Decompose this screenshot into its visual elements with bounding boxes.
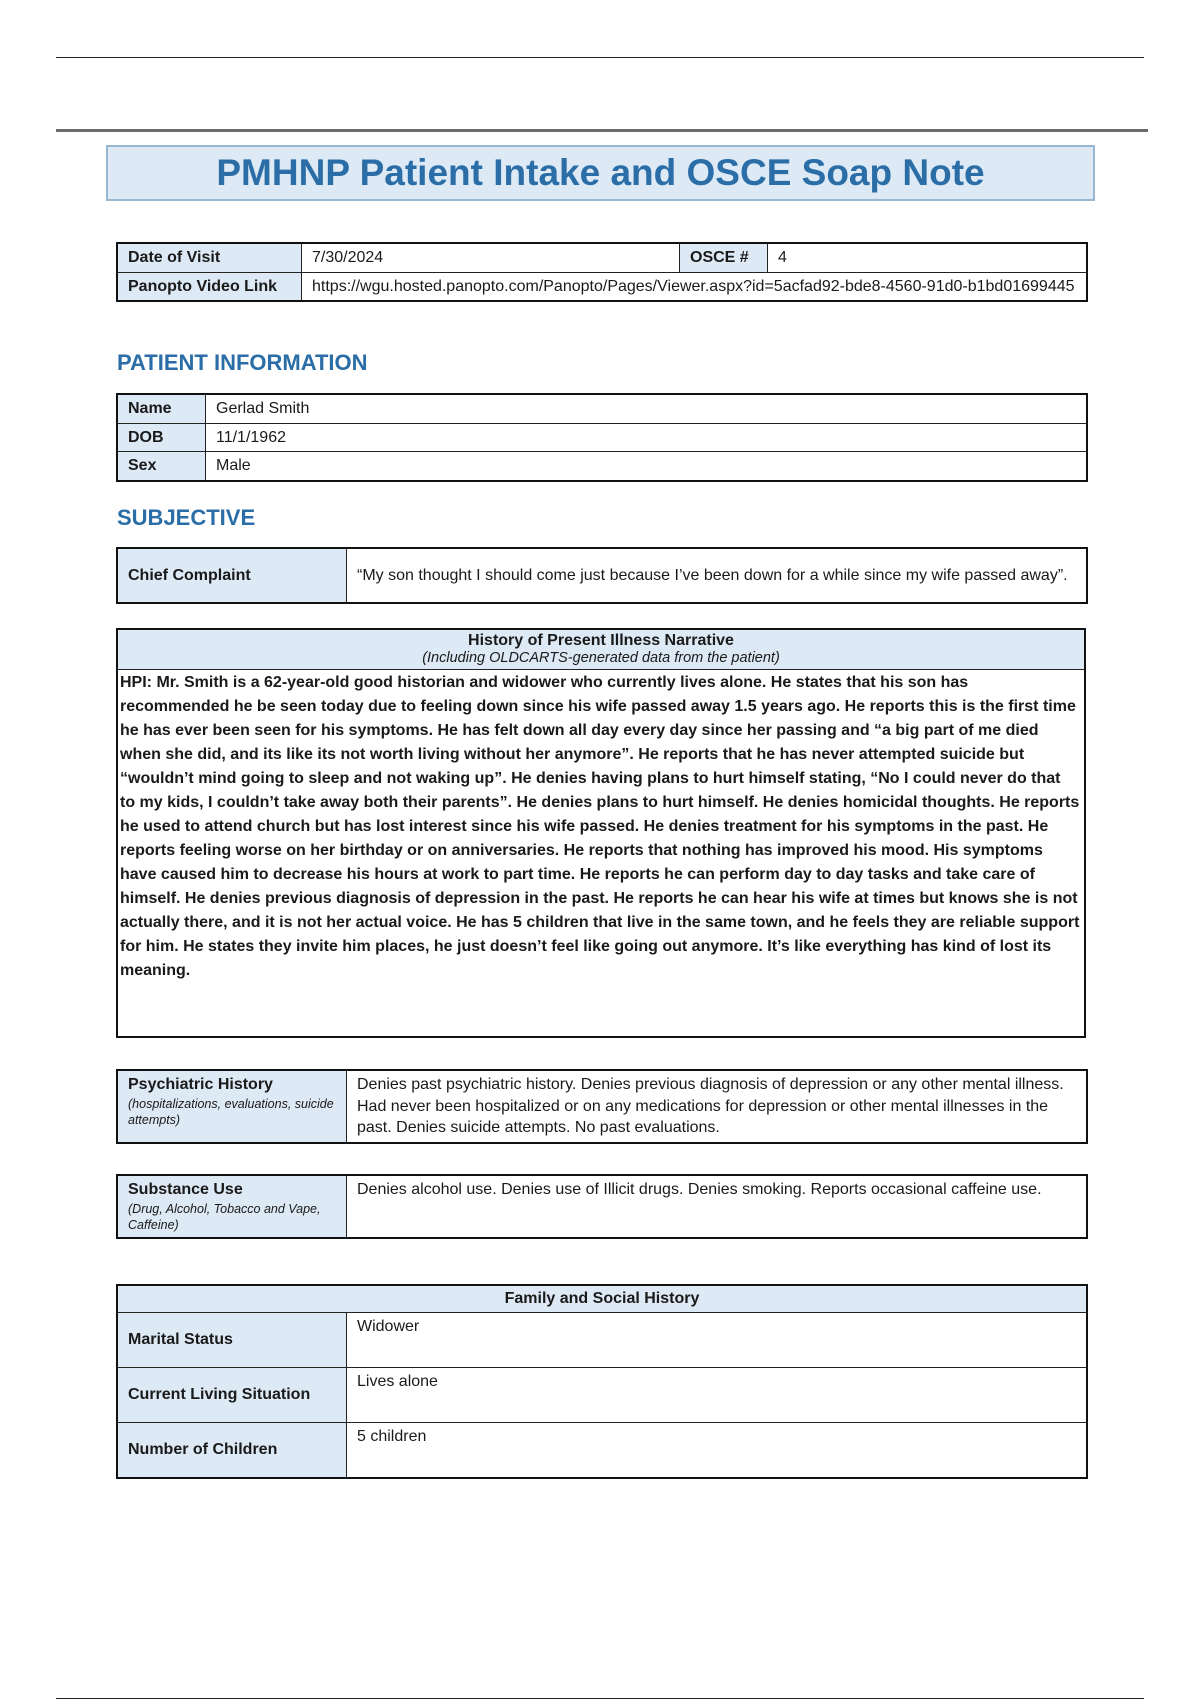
hpi-header — [118, 630, 1084, 670]
psychiatric-history-sublabel: (hospitalizations, evaluations, suicide attempts) — [128, 1096, 334, 1128]
chief-complaint-table — [117, 548, 1087, 603]
substance-use-label — [118, 1176, 347, 1238]
visit-info-table — [117, 243, 1087, 301]
document-title: PMHNP Patient Intake and OSCE Soap Note — [106, 145, 1095, 201]
family-social-history-title: Family and Social History — [118, 1286, 1087, 1313]
patient-information-heading: PATIENT INFORMATION — [117, 350, 368, 375]
date-of-visit-label: Date of Visit — [118, 244, 302, 273]
hpi-title: History of Present Illness Narrative — [468, 632, 734, 649]
substance-use-value: Denies alcohol use. Denies use of Illicit drugs. Denies smoking. Reports occasional caffeine use. — [347, 1176, 1087, 1238]
name-value: Gerlad Smith — [206, 395, 1087, 424]
osce-number-label: OSCE # — [680, 244, 768, 273]
substance-use-sublabel: (Drug, Alcohol, Tobacco and Vape, Caffeine) — [128, 1201, 321, 1233]
psychiatric-history-label — [118, 1071, 347, 1143]
patient-information-table — [117, 394, 1087, 481]
psychiatric-history-title: Psychiatric History — [128, 1076, 273, 1093]
marital-status-label: Marital Status — [118, 1312, 347, 1367]
psychiatric-history-table — [117, 1070, 1087, 1143]
table-row — [118, 1367, 1087, 1422]
dob-label: DOB — [118, 423, 206, 452]
osce-number-value: 4 — [768, 244, 1087, 273]
number-of-children-label: Number of Children — [118, 1422, 347, 1477]
substance-use-title: Substance Use — [128, 1181, 243, 1198]
date-of-visit-value: 7/30/2024 — [302, 244, 680, 273]
number-of-children-value: 5 children — [347, 1422, 1087, 1477]
hpi-narrative: HPI: Mr. Smith is a 62-year-old good historian and widower who currently lives alone. He states that his son has recommended he be seen today due to feeling down since his wife passed away 1.5 years ago. He reports this is the first time he has ever been seen for his symptoms. He has felt down all day every day since her passing and “a big part of me died when she did, and its like its not worth living without her anymore”. He reports that he has never attempted suicide but “wouldn’t mind going to sleep and not waking up”. He denies having plans to hurt himself stating, “No I could never do that to my kids, I couldn’t take away both their parents”. He denies plans to hurt himself. He denies homicidal thoughts. He reports he used to attend church but has lost interest since his wife passed. He denies treatment for his symptoms in the past. He reports feeling worse on her birthday or on anniversaries. He reports that nothing has improved his mood. His symptoms have caused him to decrease his hours at work to part time. He reports he can perform day to day tasks and take care of himself. He denies previous diagnosis of depression in the past. He reports he can hear his wife at times but knows she is not actually there, and it is not her actual voice. He has 5 children that live in the same town, and he feels they are reliable support for him. He states they invite him places, he just doesn’t feel like going out anymore. It’s like everything has kind of lost its meaning. — [120, 674, 1080, 979]
name-label: Name — [118, 395, 206, 424]
subjective-heading: SUBJECTIVE — [117, 505, 256, 530]
marital-status-value: Widower — [347, 1312, 1087, 1367]
substance-use-table — [117, 1175, 1087, 1238]
hpi-section — [116, 628, 1086, 1038]
panopto-video-link-label: Panopto Video Link — [118, 272, 302, 301]
family-social-history-table — [117, 1285, 1087, 1478]
table-row — [118, 1422, 1087, 1477]
table-row — [118, 1312, 1087, 1367]
chief-complaint-value: “My son thought I should come just because I’ve been down for a while since my wife passed away”. — [347, 549, 1087, 603]
header-rule — [56, 129, 1148, 132]
bottom-rule — [56, 1698, 1144, 1699]
hpi-subtitle: (Including OLDCARTS-generated data from the patient) — [422, 650, 780, 666]
sex-label: Sex — [118, 452, 206, 481]
living-situation-label: Current Living Situation — [118, 1367, 347, 1422]
sex-value: Male — [206, 452, 1087, 481]
living-situation-value: Lives alone — [347, 1367, 1087, 1422]
psychiatric-history-value: Denies past psychiatric history. Denies previous diagnosis of depression or any other mental illness. Had never been hospitalized or on any medications for depression or other mental illnesses in the past. Denies suicide attempts. No past evaluations. — [347, 1071, 1087, 1143]
chief-complaint-label: Chief Complaint — [118, 549, 347, 603]
dob-value: 11/1/1962 — [206, 423, 1087, 452]
panopto-video-link[interactable]: https://wgu.hosted.panopto.com/Panopto/Pages/Viewer.aspx?id=5acfad92-bde8-4560-91d0-b1bd01699445 — [302, 272, 1087, 301]
top-rule — [56, 57, 1144, 58]
